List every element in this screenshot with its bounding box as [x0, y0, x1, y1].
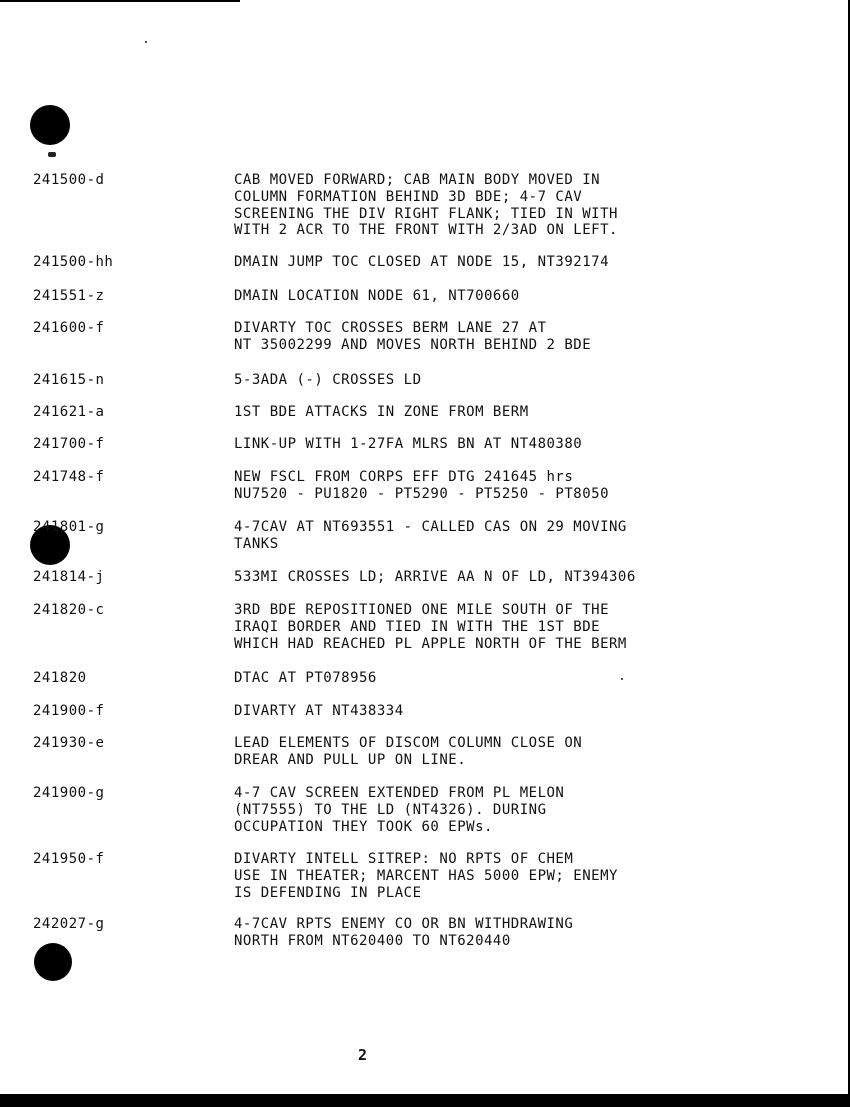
- log-entry-text: [234, 372, 714, 389]
- log-entry-line: NT 35002299 AND MOVES NORTH BEHIND 2 BDE: [234, 336, 592, 353]
- log-entry-line: DIVARTY TOC CROSSES BERM LANE 27 AT: [234, 320, 547, 336]
- scan-speck: [145, 41, 147, 43]
- log-entry-line: NORTH FROM NT620400 TO NT620440: [234, 932, 511, 949]
- log-entry-line: WHICH HAD REACHED PL APPLE NORTH OF THE BERM: [234, 635, 627, 652]
- log-entry-line: COLUMN FORMATION BEHIND 3D BDE; 4-7 CAV: [234, 188, 583, 205]
- log-entry-line: 5-3ADA (-) CROSSES LD: [234, 372, 422, 388]
- log-entry-dtg: 241814-j: [33, 569, 105, 585]
- log-entry-text: [234, 436, 714, 453]
- log-entry-text: [234, 703, 714, 720]
- log-entry-text: [234, 851, 714, 901]
- log-entry-dtg: 241820: [33, 670, 87, 686]
- log-entry-text: [234, 519, 714, 553]
- log-entry-text: [234, 602, 714, 652]
- log-entry-line: 3RD BDE REPOSITIONED ONE MILE SOUTH OF THE: [234, 602, 610, 618]
- log-entry-dtg: 242027-g: [33, 916, 105, 932]
- log-entry-line: DIVARTY AT NT438334: [234, 703, 404, 719]
- log-entry-dtg: 241930-e: [33, 735, 105, 751]
- log-entry-line: LINK-UP WITH 1-27FA MLRS BN AT NT480380: [234, 436, 583, 452]
- log-entry-line: 4-7 CAV SCREEN EXTENDED FROM PL MELON: [234, 785, 565, 801]
- log-entry-text: [234, 320, 714, 354]
- binder-hole-bottom: [34, 943, 72, 981]
- log-entry-dtg: 241551-z: [33, 288, 105, 304]
- log-entry-text: [234, 254, 714, 271]
- log-entry-line: NU7520 - PU1820 - PT5290 - PT5250 - PT8050: [234, 485, 610, 502]
- log-entry-text: [234, 172, 714, 239]
- log-entry-text: [234, 469, 714, 503]
- page-number: 2: [358, 1046, 368, 1064]
- log-entry-dtg: 241621-a: [33, 404, 105, 420]
- log-entry-text: [234, 569, 714, 586]
- log-entry-text: [234, 785, 714, 835]
- log-entry-line: NEW FSCL FROM CORPS EFF DTG 241645 hrs: [234, 469, 574, 485]
- log-entry-dtg: 241600-f: [33, 320, 105, 336]
- log-entry-text: [234, 916, 714, 950]
- log-entry-line: DREAR AND PULL UP ON LINE.: [234, 751, 467, 768]
- log-entry-line: 4-7CAV RPTS ENEMY CO OR BN WITHDRAWING: [234, 916, 574, 932]
- top-edge-rule: [0, 0, 240, 2]
- log-entry-dtg: 241820-c: [33, 602, 105, 618]
- log-entry-line: IRAQI BORDER AND TIED IN WITH THE 1ST BDE: [234, 618, 601, 635]
- log-entry-line: (NT7555) TO THE LD (NT4326). DURING: [234, 801, 547, 818]
- bottom-edge-band: [0, 1094, 850, 1107]
- log-entry-dtg: 241500-d: [33, 172, 105, 188]
- log-entry-line: LEAD ELEMENTS OF DISCOM COLUMN CLOSE ON: [234, 735, 583, 751]
- log-entry-line: SCREENING THE DIV RIGHT FLANK; TIED IN WITH: [234, 205, 618, 222]
- log-entry-line: 1ST BDE ATTACKS IN ZONE FROM BERM: [234, 404, 529, 420]
- log-entry-line: DTAC AT PT078956: [234, 670, 377, 686]
- log-entry-dtg: 241615-n: [33, 372, 105, 388]
- log-entry-line: DMAIN JUMP TOC CLOSED AT NODE 15, NT392174: [234, 254, 610, 270]
- log-entry-dtg: 241700-f: [33, 436, 105, 452]
- log-entry-dtg: 241950-f: [33, 851, 105, 867]
- log-entry-dtg: 241801-g: [33, 519, 105, 535]
- log-entry-dtg: 241748-f: [33, 469, 105, 485]
- log-entry-text: [234, 288, 714, 305]
- binder-hole-top: [30, 105, 70, 145]
- log-entry-text: [234, 735, 714, 769]
- log-entry-line: DIVARTY INTELL SITREP: NO RPTS OF CHEM: [234, 851, 574, 867]
- log-entry-text: [234, 404, 714, 421]
- log-entry-line: USE IN THEATER; MARCENT HAS 5000 EPW; ENEMY: [234, 867, 618, 884]
- log-entry-text: [234, 670, 714, 687]
- log-entry-dtg: 241500-hh: [33, 254, 114, 270]
- log-entry-line: CAB MOVED FORWARD; CAB MAIN BODY MOVED IN: [234, 172, 601, 188]
- log-entry-line: TANKS: [234, 535, 279, 552]
- log-entry-line: WITH 2 ACR TO THE FRONT WITH 2/3AD ON LEFT.: [234, 222, 618, 239]
- log-entry-line: 4-7CAV AT NT693551 - CALLED CAS ON 29 MOVING: [234, 519, 627, 535]
- log-entry-line: 533MI CROSSES LD; ARRIVE AA N OF LD, NT394306: [234, 569, 636, 585]
- scan-speck: [48, 152, 56, 157]
- log-entry-line: DMAIN LOCATION NODE 61, NT700660: [234, 288, 520, 304]
- log-entry-dtg: 241900-g: [33, 785, 105, 801]
- log-entry-line: OCCUPATION THEY TOOK 60 EPWs.: [234, 818, 493, 835]
- log-entry-line: IS DEFENDING IN PLACE: [234, 884, 422, 901]
- log-entry-dtg: 241900-f: [33, 703, 105, 719]
